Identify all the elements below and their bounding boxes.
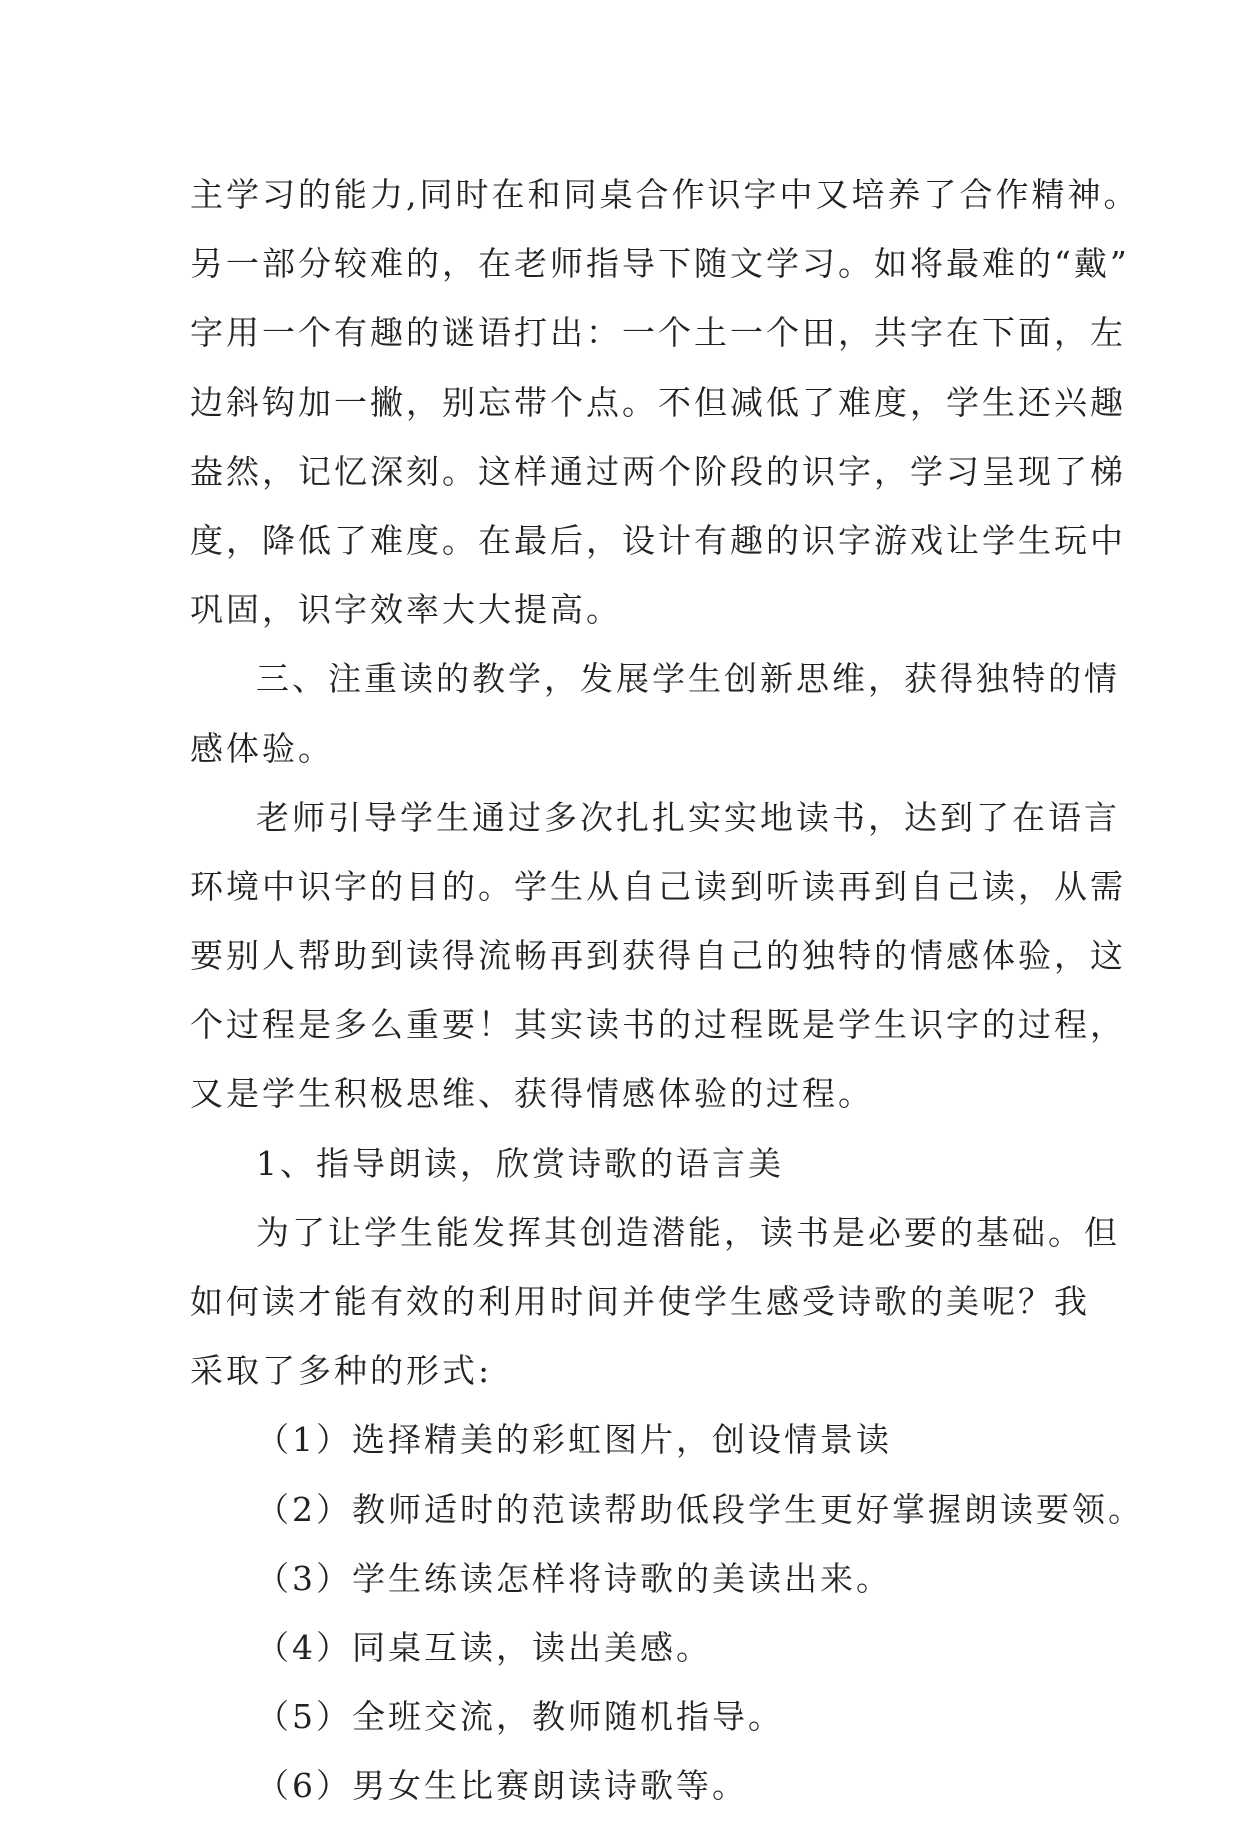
list-item: （3）学生练读怎样将诗歌的美读出来。 <box>256 1558 892 1598</box>
text-line: 主学习的能力,同时在和同桌合作识字中又培养了合作精神。 <box>190 175 1140 214</box>
list-item: （5）全班交流，教师随机指导。 <box>256 1697 784 1737</box>
document-body <box>190 160 1144 1821</box>
subsection-heading: 1、指导朗读，欣赏诗歌的语言美 <box>256 1143 784 1183</box>
text-line: 采取了多种的形式: <box>190 1351 493 1391</box>
text-line: 度，降低了难度。在最后，设计有趣的识字游戏让学生玩中 <box>190 520 1126 560</box>
text-line: 要别人帮助到读得流畅再到获得自己的独特的情感体验，这 <box>190 936 1126 976</box>
list-item: （6）男女生比赛朗读诗歌等。 <box>256 1766 748 1806</box>
text-line: 边斜钩加一撇，别忘带个点。不但减低了难度，学生还兴趣 <box>190 382 1126 422</box>
paragraph-start: 老师引导学生通过多次扎扎实实地读书，达到了在语言 <box>256 797 1120 837</box>
list-item: （4）同桌互读，读出美感。 <box>256 1627 712 1667</box>
text-line: 另一部分较难的，在老师指导下随文学习。如将最难的“戴” <box>190 244 1130 284</box>
list-item: （1）选择精美的彩虹图片，创设情景读 <box>256 1420 892 1460</box>
list-item: （2）教师适时的范读帮助低段学生更好掌握朗读要领。 <box>256 1489 1144 1529</box>
section-heading-continued: 感体验。 <box>190 728 334 768</box>
text-line: 巩固，识字效率大大提高。 <box>190 590 622 630</box>
text-line: 环境中识字的目的。学生从自己读到听读再到自己读，从需 <box>190 866 1126 906</box>
paragraph-start: 为了让学生能发挥其创造潜能，读书是必要的基础。但 <box>256 1212 1120 1252</box>
section-heading: 三、注重读的教学，发展学生创新思维，获得独特的情 <box>256 659 1120 699</box>
text-line: 字用一个有趣的谜语打出：一个土一个田，共字在下面，左 <box>190 313 1126 353</box>
text-line: 又是学生积极思维、获得情感体验的过程。 <box>190 1074 874 1114</box>
text-line: 如何读才能有效的利用时间并使学生感受诗歌的美呢？我 <box>190 1282 1090 1321</box>
text-line: 个过程是多么重要！其实读书的过程既是学生识字的过程， <box>190 1005 1126 1045</box>
text-line: 盎然，记忆深刻。这样通过两个阶段的识字，学习呈现了梯 <box>190 451 1126 491</box>
